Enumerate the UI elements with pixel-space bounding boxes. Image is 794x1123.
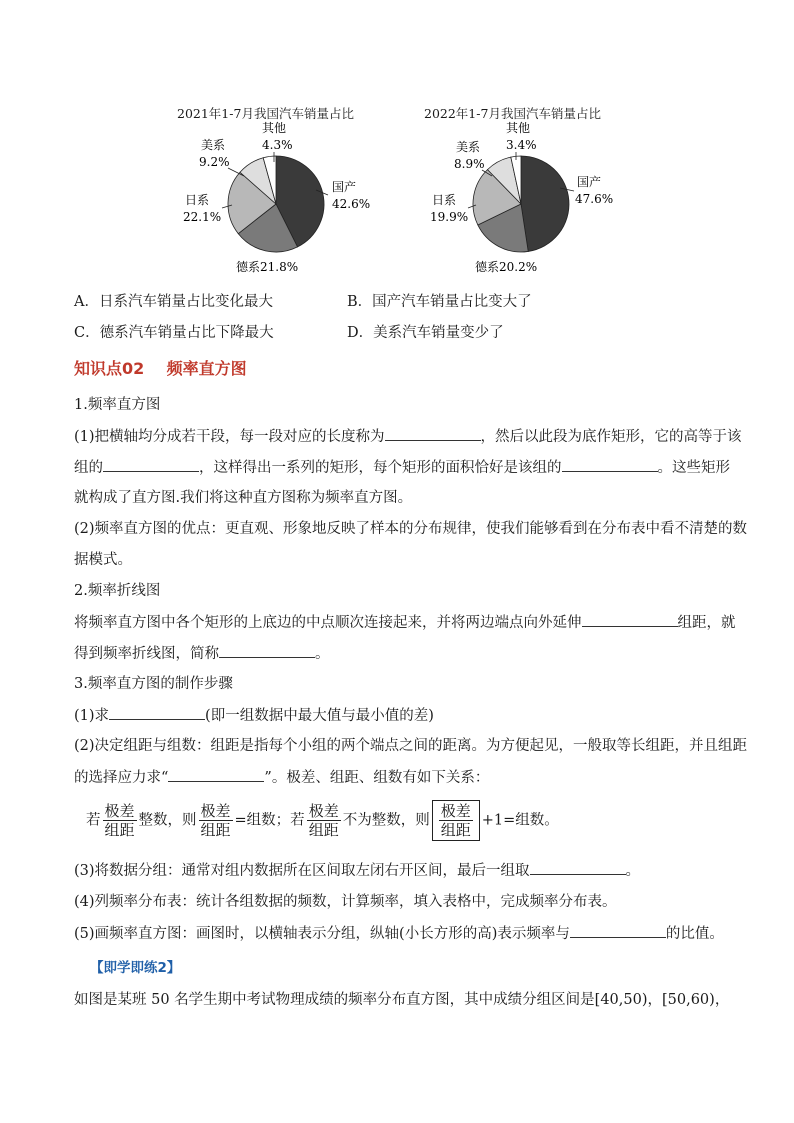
p10-text-a: 的选择应力求“ — [74, 770, 169, 786]
label-2022-cn-val: 47.6% — [575, 192, 614, 206]
label-2022-de: 德系20.2% — [475, 260, 538, 274]
p2-text-b: ，这样得出一系列的矩形，每个矩形的面积恰好是该组的 — [199, 460, 562, 476]
option-d: D．美系汽车销量变少了 — [347, 325, 504, 341]
heading-1: 1.频率直方图 — [74, 397, 161, 413]
label-2022-jp-name: 日系 — [432, 193, 457, 207]
option-c: C．德系汽车销量占比下降最大 — [74, 325, 274, 341]
p10-text-b: ”。极差、组距、组数有如下关系： — [264, 770, 490, 786]
label-2021-cn-val: 42.6% — [332, 197, 371, 211]
paragraph-13 — [74, 923, 724, 944]
formula-integer: 整数，则 — [138, 812, 197, 829]
fraction-2-num: 极差 — [200, 802, 231, 820]
fraction-4-num: 极差 — [440, 802, 471, 820]
pie-slice-2022-cn — [521, 156, 569, 251]
p7-text-b: 。 — [315, 646, 330, 662]
paragraph-10 — [74, 767, 489, 788]
paragraph-7 — [74, 643, 330, 664]
paragraph-6 — [74, 612, 736, 633]
label-2022-us-val: 8.9% — [454, 157, 485, 171]
label-2021-other-name: 其他 — [262, 121, 287, 135]
p1-text-a: (1)把横轴均分成若干段，每一段对应的长度称为 — [74, 429, 385, 445]
section-number: 知识点02 — [74, 359, 145, 378]
pie-chart-2021 — [228, 156, 324, 252]
fraction-3 — [307, 802, 341, 839]
practice-heading: 【即学即练2】 — [90, 960, 181, 976]
label-2022-other-name: 其他 — [506, 121, 531, 135]
section-name: 频率直方图 — [166, 359, 247, 378]
paragraph-5: 据模式。 — [74, 552, 132, 568]
fraction-2-den: 组距 — [200, 821, 231, 839]
paragraph-4: (2)频率直方图的优点：更直观、形象地反映了样本的分布规律，使我们能够看到在分布表中看不清楚的数 — [74, 521, 748, 537]
formula-not-integer: 不为整数，则 — [342, 812, 430, 829]
label-2021-jp-name: 日系 — [185, 193, 210, 207]
pie-chart-2022 — [473, 156, 569, 252]
blank-7 — [168, 767, 264, 782]
p7-text-a: 得到频率折线图，简称 — [74, 646, 219, 662]
p8-text-a: (1)求 — [74, 708, 110, 724]
p11-text-a: (3)将数据分组：通常对组内数据所在区间取左闭右开区间，最后一组取 — [74, 863, 530, 879]
paragraph-9: (2)决定组距与组数：组距是指每个小组的两个端点之间的距离。为方便起见，一般取等长组距，并且组距 — [74, 738, 748, 754]
formula — [86, 800, 559, 841]
pie-charts — [0, 0, 794, 290]
fraction-1-num: 极差 — [104, 802, 135, 820]
p6-text-b: 组距，就 — [677, 615, 736, 631]
p8-text-b: (即一组数据中最大值与最小值的差) — [205, 708, 434, 724]
blank-9 — [570, 923, 666, 938]
formula-equals: =组数；若 — [234, 812, 305, 829]
blank-5 — [219, 643, 315, 658]
label-2021-us-name: 美系 — [201, 138, 226, 152]
formula-plus: +1=组数。 — [481, 812, 559, 829]
paragraph-14: 如图是某班 50 名学生期中考试物理成绩的频率分布直方图，其中成绩分组区间是[40,50)，[50,60)， — [74, 992, 730, 1008]
fraction-2 — [199, 802, 233, 839]
heading-2: 2.频率折线图 — [74, 583, 161, 599]
option-b: B．国产汽车销量占比变大了 — [347, 294, 532, 310]
label-2022-other-val: 3.4% — [506, 138, 537, 152]
p13-text-a: (5)画频率直方图：画图时，以横轴表示分组，纵轴(小长方形的高)表示频率与 — [74, 926, 570, 942]
heading-3: 3.频率直方图的制作步骤 — [74, 676, 233, 692]
label-2021-de: 德系21.8% — [236, 260, 299, 274]
floor-bracket — [432, 800, 480, 841]
p2-text-a: 组的 — [74, 460, 103, 476]
fraction-4 — [439, 802, 473, 839]
fraction-1 — [103, 802, 137, 839]
label-2022-jp-val: 19.9% — [430, 210, 469, 224]
blank-2 — [103, 457, 199, 472]
paragraph-12: (4)列频率分布表：统计各组数据的频数，计算频率，填入表格中，完成频率分布表。 — [74, 894, 617, 910]
fraction-3-num: 极差 — [308, 802, 339, 820]
p13-text-b: 的比值。 — [665, 926, 724, 942]
p2-text-c: 。这些矩形 — [657, 460, 730, 476]
p1-text-b: ，然后以此段为底作矩形，它的高等于该 — [480, 429, 742, 445]
label-2021-other-val: 4.3% — [262, 138, 293, 152]
chart-title-2022: 2022年1-7月我国汽车销量占比 — [424, 106, 601, 121]
label-2022-cn-name: 国产 — [577, 175, 602, 189]
blank-3 — [562, 457, 658, 472]
label-2021-jp-val: 22.1% — [183, 210, 222, 224]
section-title — [74, 356, 247, 379]
formula-if: 若 — [86, 812, 101, 829]
blank-4 — [582, 612, 678, 627]
chart-title-2021: 2021年1-7月我国汽车销量占比 — [177, 106, 354, 121]
fraction-4-den: 组距 — [440, 821, 471, 839]
paragraph-1 — [74, 426, 742, 447]
blank-8 — [530, 860, 626, 875]
fraction-3-den: 组距 — [308, 821, 339, 839]
paragraph-11 — [74, 860, 640, 881]
paragraph-3: 就构成了直方图.我们将这种直方图称为频率直方图。 — [74, 490, 413, 506]
fraction-1-den: 组距 — [104, 821, 135, 839]
paragraph-2 — [74, 457, 730, 478]
label-2022-us-name: 美系 — [456, 140, 481, 154]
label-2021-cn-name: 国产 — [332, 180, 357, 194]
p6-text-a: 将频率直方图中各个矩形的上底边的中点顺次连接起来，并将两边端点向外延伸 — [74, 615, 582, 631]
p11-text-b: 。 — [625, 863, 641, 879]
paragraph-8 — [74, 705, 434, 726]
blank-6 — [109, 705, 205, 720]
blank-1 — [385, 426, 481, 441]
option-a: A．日系汽车销量占比变化最大 — [74, 294, 273, 310]
label-2021-us-val: 9.2% — [199, 155, 230, 169]
